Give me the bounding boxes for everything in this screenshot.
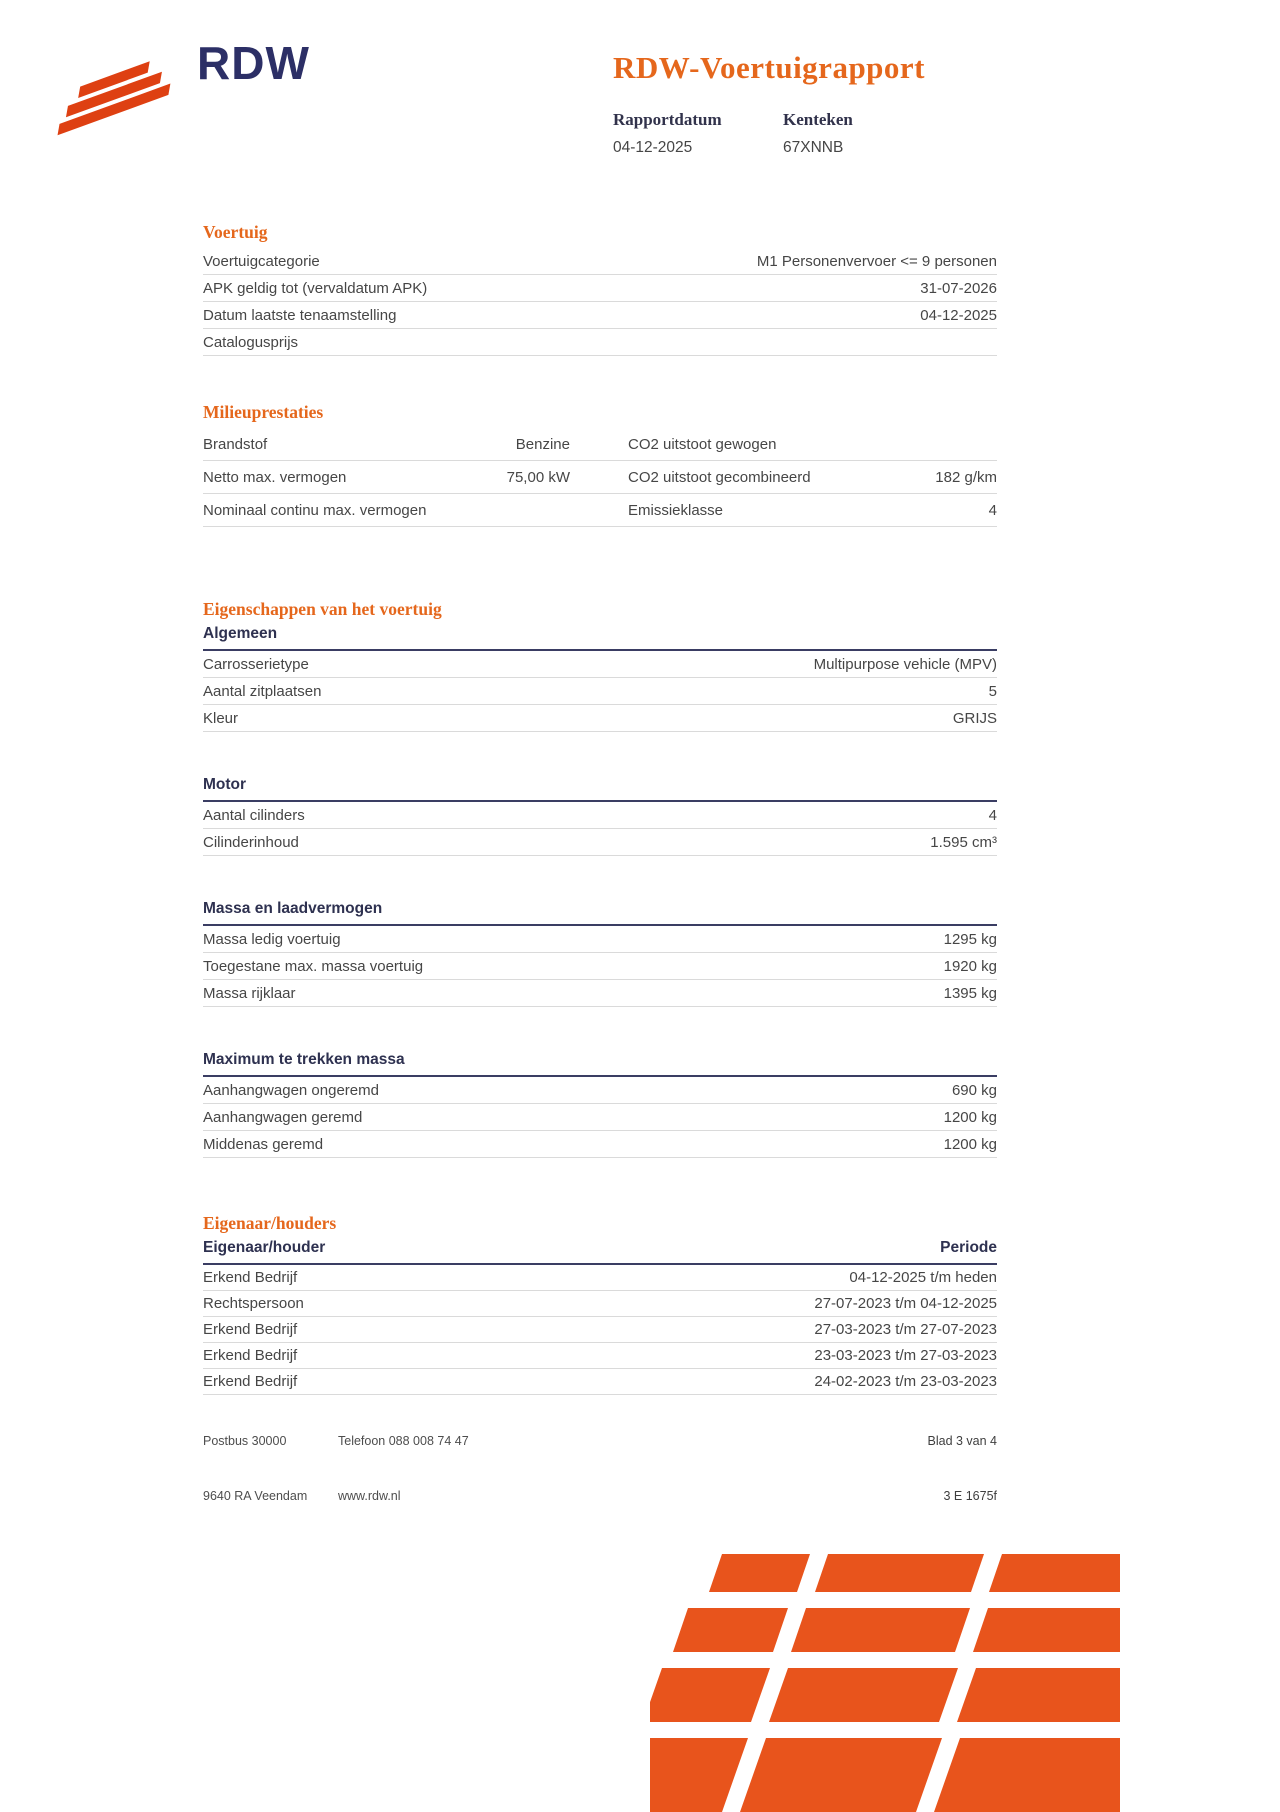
row-value: GRIJS xyxy=(952,709,997,727)
subsection-title: Massa en laadvermogen xyxy=(203,900,997,926)
row-value: 31-07-2026 xyxy=(920,279,997,297)
row-right-pair xyxy=(628,502,997,519)
table-row xyxy=(203,275,997,302)
row-label: Massa ledig voertuig xyxy=(203,930,341,948)
table-row xyxy=(203,829,997,856)
row-value: 182 g/km xyxy=(935,468,997,486)
page-title: RDW-Voertuigrapport xyxy=(613,50,926,85)
row-value: 1.595 cm³ xyxy=(930,833,997,851)
row-label: CO2 uitstoot gewogen xyxy=(628,435,777,453)
plate-value: 67XNNB xyxy=(783,139,844,156)
table-row xyxy=(203,802,997,829)
row-label: Massa rijklaar xyxy=(203,984,296,1002)
footer xyxy=(203,1434,997,1503)
title-block xyxy=(613,50,1053,157)
row-label: Cilinderinhoud xyxy=(203,833,299,851)
footer-postbus: Postbus 30000 xyxy=(203,1434,287,1448)
footer-city: 9640 RA Veendam xyxy=(203,1489,308,1503)
subsection-title: Motor xyxy=(203,776,997,802)
row-label: Voertuigcategorie xyxy=(203,252,320,270)
table-row xyxy=(203,1291,997,1317)
subsection-massa xyxy=(203,900,997,1007)
row-label: Aanhangwagen ongeremd xyxy=(203,1081,379,1099)
table-row xyxy=(203,678,997,705)
subsection-algemeen xyxy=(203,625,997,732)
row-left-pair xyxy=(203,502,570,519)
plate-group xyxy=(783,110,853,157)
table-row xyxy=(203,953,997,980)
column-header-period: Periode xyxy=(940,1239,997,1256)
row-label: Catalogusprijs xyxy=(203,333,299,351)
row-value: 75,00 kW xyxy=(506,468,570,486)
row-label: Aantal zitplaatsen xyxy=(203,682,322,700)
table-row xyxy=(203,1343,997,1369)
table-row xyxy=(203,1077,997,1104)
row-label: Brandstof xyxy=(203,435,268,453)
row-value: 4 xyxy=(988,501,997,519)
footer-form-code: 3 E 1675f xyxy=(943,1489,997,1503)
report-meta xyxy=(613,110,1053,157)
owner-period: 27-03-2023 t/m 27-07-2023 xyxy=(814,1321,997,1338)
row-value: 1920 kg xyxy=(943,957,997,975)
section-title-eigenschappen: Eigenschappen van het voertuig xyxy=(203,599,442,619)
row-value: 5 xyxy=(988,682,997,700)
report-date-label: Rapportdatum xyxy=(613,110,722,129)
owner-type: Erkend Bedrijf xyxy=(203,1269,298,1286)
table-row xyxy=(203,1369,997,1395)
rdw-logo-icon xyxy=(50,58,182,144)
row-label: CO2 uitstoot gecombineerd xyxy=(628,468,811,486)
owner-type: Erkend Bedrijf xyxy=(203,1321,298,1338)
row-value: 1200 kg xyxy=(943,1135,997,1153)
row-right-pair xyxy=(628,436,997,453)
footer-line-1 xyxy=(203,1434,997,1448)
row-label: Kleur xyxy=(203,709,239,727)
row-label: Datum laatste tenaamstelling xyxy=(203,306,397,324)
table-row xyxy=(203,302,997,329)
table-row xyxy=(203,1131,997,1158)
owner-period: 24-02-2023 t/m 23-03-2023 xyxy=(814,1373,997,1390)
subsection-title: Algemeen xyxy=(203,625,997,651)
section-title-voertuig: Voertuig xyxy=(203,222,268,242)
subsection-motor xyxy=(203,776,997,856)
row-label: Middenas geremd xyxy=(203,1135,324,1153)
rdw-wordmark: RDW xyxy=(197,37,310,89)
report-date-value: 04-12-2025 xyxy=(613,139,693,156)
footer-line-2 xyxy=(203,1489,997,1503)
table-row xyxy=(203,980,997,1007)
table-row xyxy=(203,428,997,461)
row-value: Benzine xyxy=(515,435,570,453)
table-row xyxy=(203,329,997,356)
row-left-pair xyxy=(203,436,570,453)
section-milieuprestaties xyxy=(203,402,997,527)
row-label: Aantal cilinders xyxy=(203,806,305,824)
report-body xyxy=(203,222,997,1395)
row-label: Emissieklasse xyxy=(628,501,724,519)
owner-period: 23-03-2023 t/m 27-03-2023 xyxy=(814,1347,997,1364)
section-eigenaar-houders xyxy=(203,1213,997,1395)
owner-type: Rechtspersoon xyxy=(203,1295,304,1312)
row-right-pair xyxy=(628,469,997,486)
row-label: Netto max. vermogen xyxy=(203,468,347,486)
subsection-title: Maximum te trekken massa xyxy=(203,1051,997,1077)
column-header-owner: Eigenaar/houder xyxy=(203,1239,326,1256)
footer-website: www.rdw.nl xyxy=(338,1489,401,1503)
footer-phone: Telefoon 088 008 74 47 xyxy=(338,1434,469,1448)
row-label: Carrosserietype xyxy=(203,655,309,673)
row-label: APK geldig tot (vervaldatum APK) xyxy=(203,279,428,297)
plate-label: Kenteken xyxy=(783,110,853,129)
table-row xyxy=(203,651,997,678)
row-label: Aanhangwagen geremd xyxy=(203,1108,363,1126)
row-value: 1200 kg xyxy=(943,1108,997,1126)
table-row xyxy=(203,705,997,732)
row-value: 4 xyxy=(988,806,997,824)
subsection-trekken-massa xyxy=(203,1051,997,1158)
row-value: 04-12-2025 xyxy=(920,306,997,324)
table-row xyxy=(203,926,997,953)
table-row xyxy=(203,248,997,275)
rdw-stripes-graphic xyxy=(650,1548,1120,1812)
footer-page-number: Blad 3 van 4 xyxy=(927,1434,997,1448)
row-value: Multipurpose vehicle (MPV) xyxy=(813,655,997,673)
row-value: 1295 kg xyxy=(943,930,997,948)
owner-type: Erkend Bedrijf xyxy=(203,1347,298,1364)
table-row xyxy=(203,1317,997,1343)
table-row xyxy=(203,461,997,494)
section-title-milieuprestaties: Milieuprestaties xyxy=(203,402,324,422)
row-label: Toegestane max. massa voertuig xyxy=(203,957,424,975)
owner-table-header xyxy=(203,1239,997,1265)
row-left-pair xyxy=(203,469,570,486)
section-eigenschappen xyxy=(203,599,997,1158)
row-label: Nominaal continu max. vermogen xyxy=(203,501,427,519)
table-row xyxy=(203,1265,997,1291)
report-date-group xyxy=(613,110,783,157)
row-value: 690 kg xyxy=(951,1081,997,1099)
row-value: 1395 kg xyxy=(943,984,997,1002)
owner-type: Erkend Bedrijf xyxy=(203,1373,298,1390)
table-row xyxy=(203,494,997,527)
table-row xyxy=(203,1104,997,1131)
row-value: M1 Personenvervoer <= 9 personen xyxy=(756,252,997,270)
section-voertuig xyxy=(203,222,997,356)
owner-period: 04-12-2025 t/m heden xyxy=(849,1269,997,1286)
section-title-eigenaar: Eigenaar/houders xyxy=(203,1213,337,1233)
owner-period: 27-07-2023 t/m 04-12-2025 xyxy=(814,1295,997,1312)
